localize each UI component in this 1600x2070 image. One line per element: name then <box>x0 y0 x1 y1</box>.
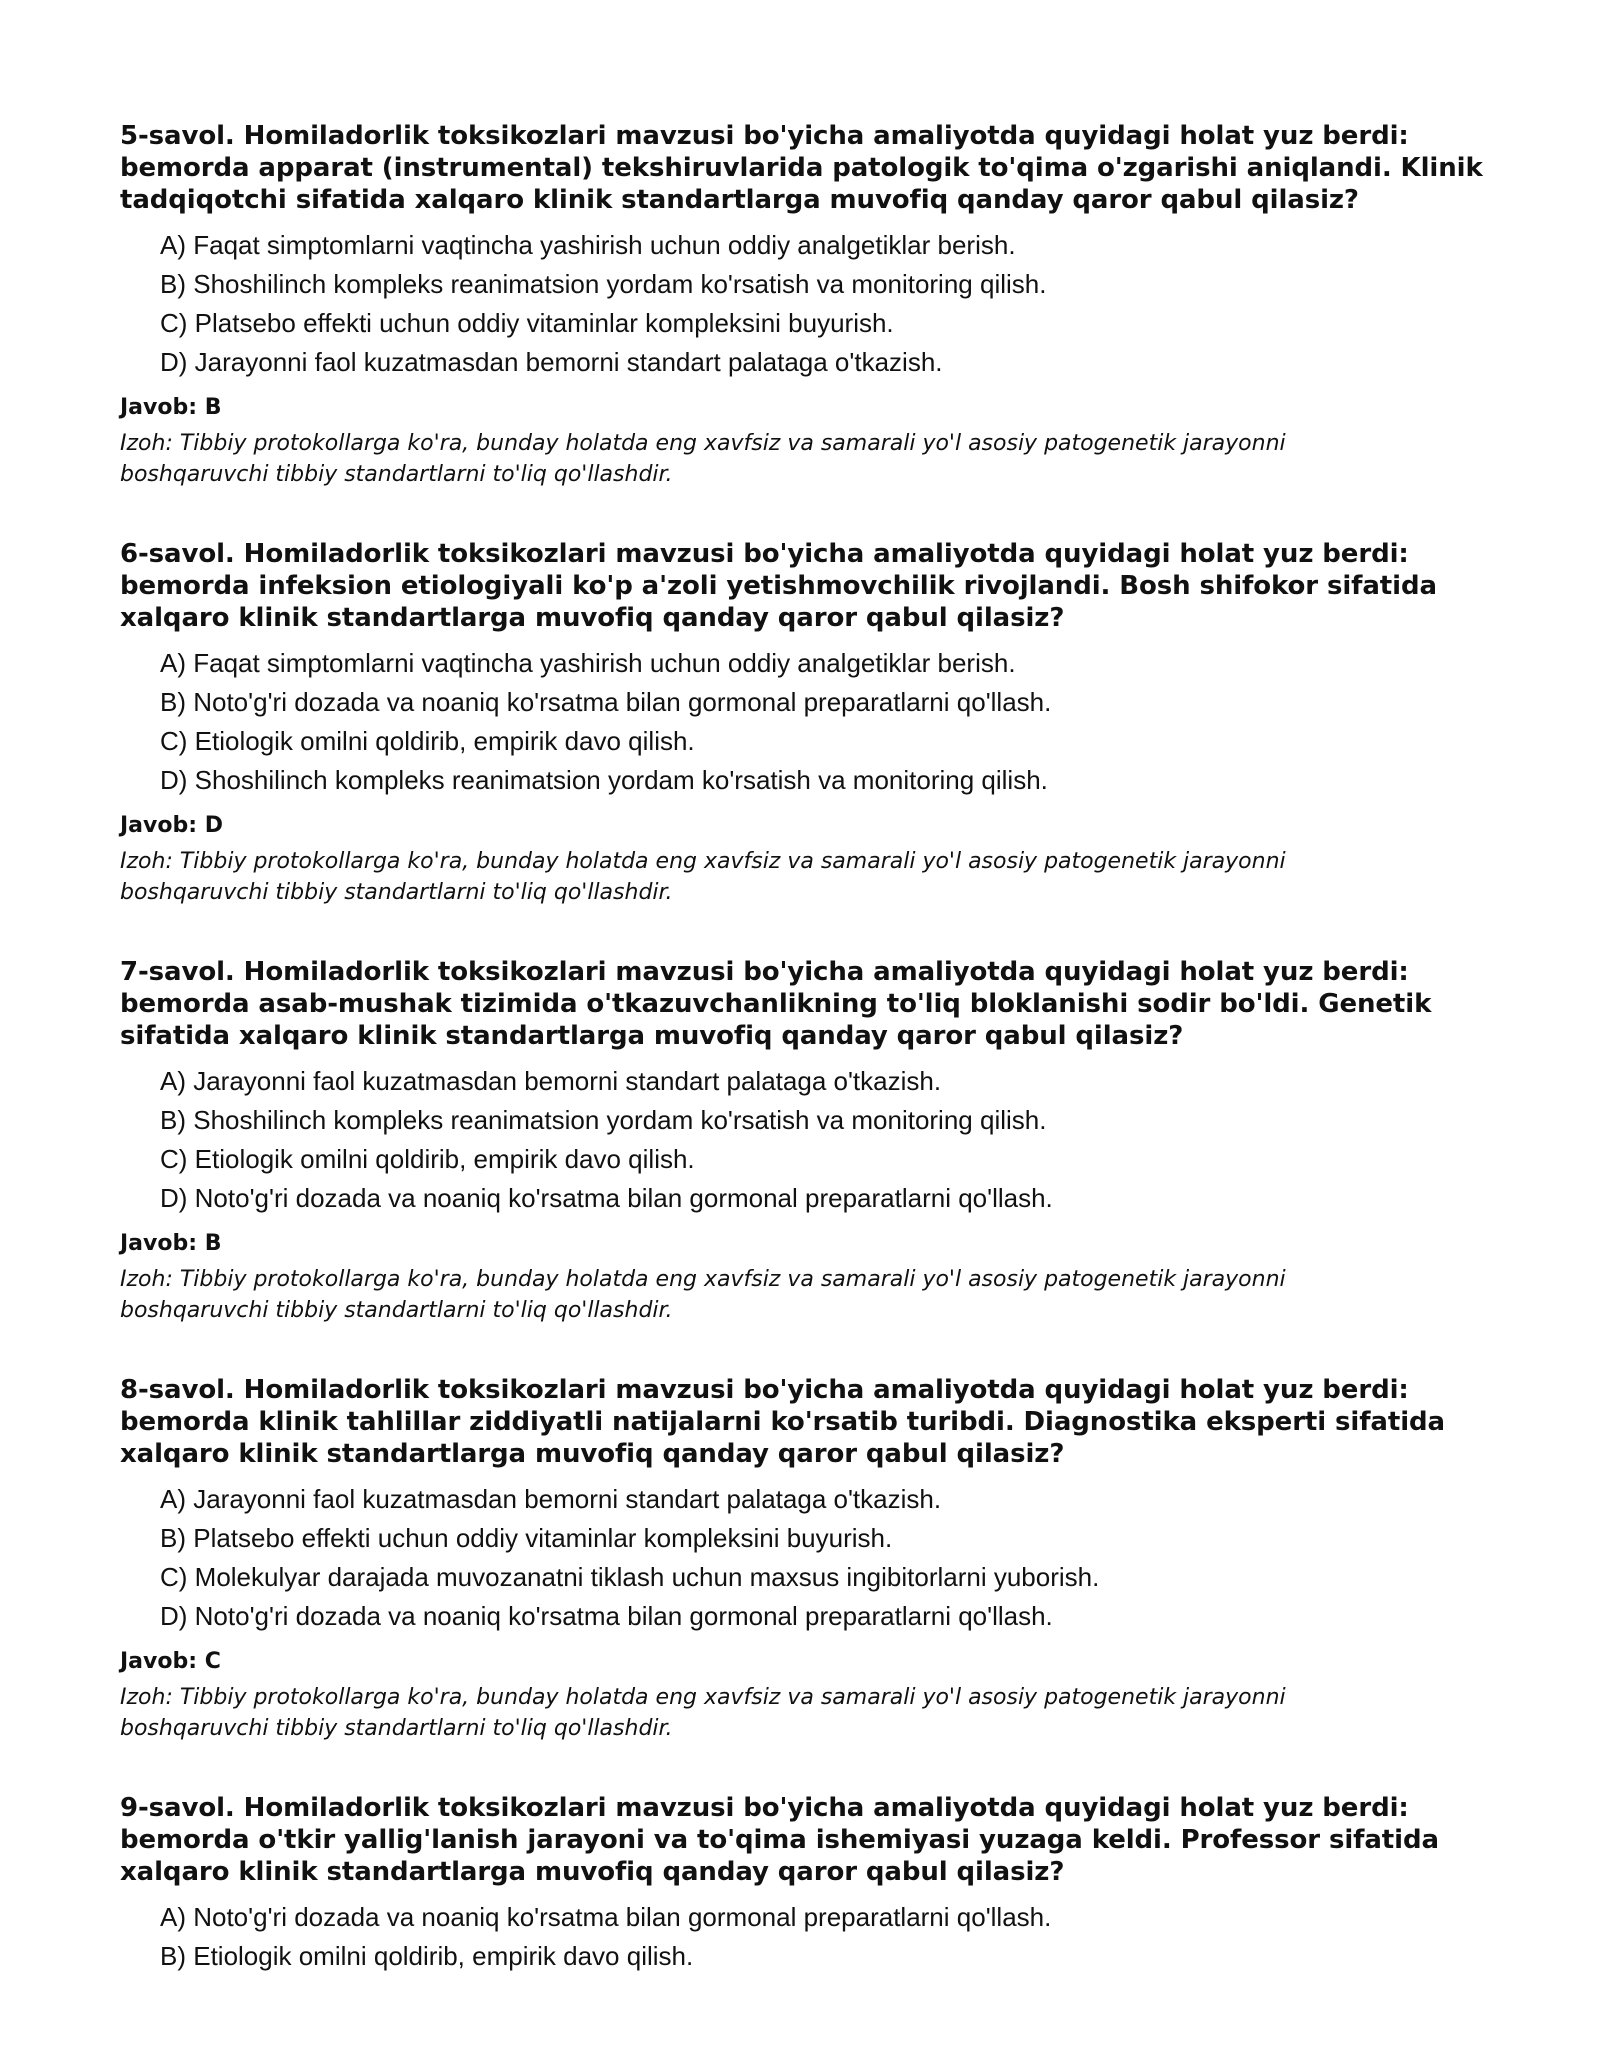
option-c: C) Etiologik omilni qoldirib, empirik davo qilish. <box>160 726 695 756</box>
question-block <box>120 1792 1500 1976</box>
options-list <box>160 1898 1500 1976</box>
question-text: 7-savol. Homiladorlik toksikozlari mavzusi bo'yicha amaliyotda quyidagi holat yuz berdi: bemorda asab-mushak tizimida o'tkazuvchanlikning to'liq bloklanishi sodir bo'ldi. Genetik sifatida xalqaro klinik standartlarga muvofiq qanday qaror qabul qilasiz? <box>120 957 1432 1051</box>
question-text: 6-savol. Homiladorlik toksikozlari mavzusi bo'yicha amaliyotda quyidagi holat yuz berdi: bemorda infeksion etiologiyali ko'p a'zoli yetishmovchilik rivojlandi. Bosh shifokor sifatida xalqaro klinik standartlarga muvofiq qanday qaror qabul qilasiz? <box>120 539 1437 633</box>
answer-label: Javob: B <box>120 1231 222 1256</box>
document-page <box>120 120 1500 2024</box>
options-list <box>160 1062 1500 1218</box>
option-b: B) Platsebo effekti uchun oddiy vitaminlar kompleksini buyurish. <box>160 1523 893 1553</box>
question-text: 5-savol. Homiladorlik toksikozlari mavzusi bo'yicha amaliyotda quyidagi holat yuz berdi: bemorda apparat (instrumental) tekshiruvlarida patologik to'qima o'zgarishi aniqlandi. Klinik tadqiqotchi sifatida xalqaro klinik standartlarga muvofiq qanday qaror qabul qilasiz? <box>120 121 1483 215</box>
option-d: D) Noto'g'ri dozada va noaniq ko'rsatma bilan gormonal preparatlarni qo'llash. <box>160 1601 1053 1631</box>
explanation-text: Izoh: Tibbiy protokollarga ko'ra, bunday holatda eng xavfsiz va samarali yo'l asosiy patogenetik jarayonni boshqaruvchi tibbiy standartlarni to'liq qo'llashdir. <box>120 431 1286 487</box>
options-list <box>160 644 1500 800</box>
option-b: B) Noto'g'ri dozada va noaniq ko'rsatma bilan gormonal preparatlarni qo'llash. <box>160 687 1052 717</box>
answer-label: Javob: C <box>120 1649 221 1674</box>
question-block <box>120 120 1500 490</box>
option-b: B) Etiologik omilni qoldirib, empirik davo qilish. <box>160 1941 694 1971</box>
options-list <box>160 1480 1500 1636</box>
option-c: C) Platsebo effekti uchun oddiy vitaminlar kompleksini buyurish. <box>160 308 894 338</box>
option-c: C) Etiologik omilni qoldirib, empirik davo qilish. <box>160 1144 695 1174</box>
answer-label: Javob: B <box>120 395 222 420</box>
option-a: A) Faqat simptomlarni vaqtincha yashirish uchun oddiy analgetiklar berish. <box>160 648 1016 678</box>
option-a: A) Jarayonni faol kuzatmasdan bemorni standart palataga o'tkazish. <box>160 1066 942 1096</box>
option-d: D) Noto'g'ri dozada va noaniq ko'rsatma bilan gormonal preparatlarni qo'llash. <box>160 1183 1053 1213</box>
option-d: D) Jarayonni faol kuzatmasdan bemorni standart palataga o'tkazish. <box>160 347 943 377</box>
question-block <box>120 538 1500 908</box>
answer-label: Javob: D <box>120 813 223 838</box>
options-list <box>160 226 1500 382</box>
option-b: B) Shoshilinch kompleks reanimatsion yordam ko'rsatish va monitoring qilish. <box>160 269 1047 299</box>
option-b: B) Shoshilinch kompleks reanimatsion yordam ko'rsatish va monitoring qilish. <box>160 1105 1047 1135</box>
option-a: A) Noto'g'ri dozada va noaniq ko'rsatma bilan gormonal preparatlarni qo'llash. <box>160 1902 1052 1932</box>
question-block <box>120 956 1500 1326</box>
explanation-text: Izoh: Tibbiy protokollarga ko'ra, bunday holatda eng xavfsiz va samarali yo'l asosiy patogenetik jarayonni boshqaruvchi tibbiy standartlarni to'liq qo'llashdir. <box>120 849 1286 905</box>
explanation-text: Izoh: Tibbiy protokollarga ko'ra, bunday holatda eng xavfsiz va samarali yo'l asosiy patogenetik jarayonni boshqaruvchi tibbiy standartlarni to'liq qo'llashdir. <box>120 1267 1286 1323</box>
option-c: C) Molekulyar darajada muvozanatni tiklash uchun maxsus ingibitorlarni yuborish. <box>160 1562 1100 1592</box>
option-d: D) Shoshilinch kompleks reanimatsion yordam ko'rsatish va monitoring qilish. <box>160 765 1048 795</box>
question-text: 8-savol. Homiladorlik toksikozlari mavzusi bo'yicha amaliyotda quyidagi holat yuz berdi: bemorda klinik tahlillar ziddiyatli natijalarni ko'rsatib turibdi. Diagnostika eksperti sifatida xalqaro klinik standartlarga muvofiq qanday qaror qabul qilasiz? <box>120 1375 1445 1469</box>
explanation-text: Izoh: Tibbiy protokollarga ko'ra, bunday holatda eng xavfsiz va samarali yo'l asosiy patogenetik jarayonni boshqaruvchi tibbiy standartlarni to'liq qo'llashdir. <box>120 1685 1286 1741</box>
option-a: A) Jarayonni faol kuzatmasdan bemorni standart palataga o'tkazish. <box>160 1484 942 1514</box>
option-a: A) Faqat simptomlarni vaqtincha yashirish uchun oddiy analgetiklar berish. <box>160 230 1016 260</box>
question-text: 9-savol. Homiladorlik toksikozlari mavzusi bo'yicha amaliyotda quyidagi holat yuz berdi: bemorda o'tkir yallig'lanish jarayoni va to'qima ishemiyasi yuzaga keldi. Professor sifatida xalqaro klinik standartlarga muvofiq qanday qaror qabul qilasiz? <box>120 1793 1439 1887</box>
question-block <box>120 1374 1500 1744</box>
